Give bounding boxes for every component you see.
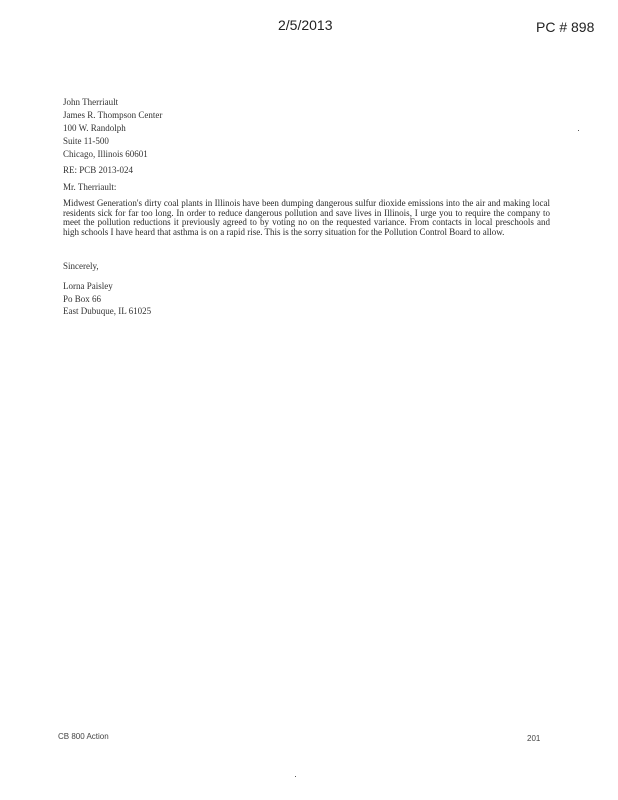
sender-name: Lorna Paisley — [63, 281, 113, 291]
recipient-name: John Therriault — [63, 97, 119, 107]
recipient-city: Chicago, Illinois 60601 — [63, 149, 148, 159]
sender-po-box: Po Box 66 — [63, 293, 102, 304]
pc-number: PC # 898 — [536, 19, 595, 35]
reference-line: RE: PCB 2013-024 — [63, 165, 134, 175]
letter-body: Midwest Generation's dirty coal plants in Illinois have been dumping dangerous sulfur dioxide emissions into the air and making local residents sick for far too long. In order to reduce dangerous pollution and save lives in Illinois, I urge you to require the company to meet the pollution reductions it previously agreed to by voting no on the requested variance. From contacts in local preschools and high schools I have heard that asthma is on a rapid rise. This is the sorry situation for the Pollution Control Board to allow. — [63, 198, 550, 237]
scan-speck — [578, 130, 579, 131]
scan-speck — [295, 776, 296, 777]
footer-source: CB 800 Action — [58, 732, 109, 741]
page-number: 201 — [527, 734, 541, 743]
page-date: 2/5/2013 — [278, 17, 333, 33]
recipient-address — [63, 96, 162, 161]
recipient-street: 100 W. Randolph — [63, 123, 126, 133]
recipient-organization: James R. Thompson Center — [63, 110, 163, 120]
closing: Sincerely, — [63, 261, 99, 271]
sender-city: East Dubuque, IL 61025 — [63, 306, 152, 316]
salutation: Mr. Therriault: — [63, 182, 117, 192]
recipient-suite: Suite 11-500 — [63, 136, 109, 146]
sender-block — [63, 280, 151, 318]
